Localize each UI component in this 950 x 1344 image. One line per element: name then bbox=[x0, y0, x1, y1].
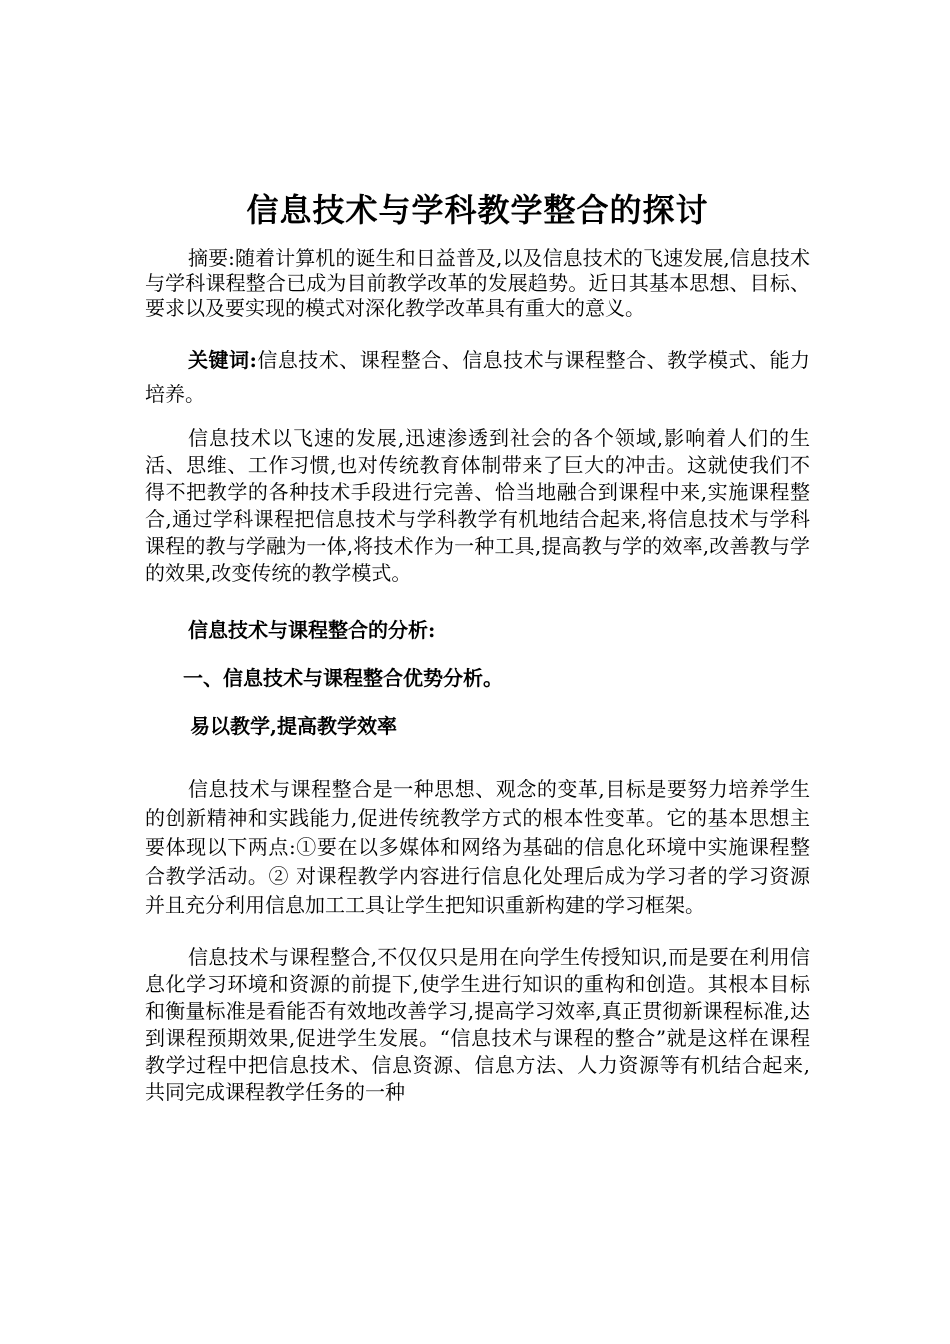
section-heading-one: 一、信息技术与课程整合优势分析。 bbox=[183, 666, 503, 690]
document-title: 信息技术与学科教学整合的探讨 bbox=[246, 191, 709, 229]
keywords-text: 信息技术、课程整合、信息技术与课程整合、教学模式、能力培养。 bbox=[145, 348, 810, 406]
section-heading-analysis: 信息技术与课程整合的分析: bbox=[188, 618, 436, 642]
document-page bbox=[145, 188, 810, 1106]
abstract-paragraph: 摘要:随着计算机的诞生和日益普及,以及信息技术的飞速发展,信息技术与学科课程整合已成为目前教学改革的发展趋势。近日其基本思想、目标、要求以及要实现的模式对深化教学改革具有重大的意义。 bbox=[145, 246, 810, 320]
body-paragraph-3: 信息技术与课程整合,不仅仅只是用在向学生传授知识,而是要在利用信息化学习环境和资源的前提下,使学生进行知识的重构和创造。其根本目标和衡量标准是看能否有效地改善学习,提高学习效率,真正贯彻新课程标准,达到课程预期效果,促进学生发展。“信息技术与课程的整合”就是这样在课程教学过程中把信息技术、信息资源、信息方法、人力资源等有机结合起来,共同完成课程教学任务的一种 bbox=[145, 945, 810, 1104]
keywords-paragraph bbox=[145, 343, 810, 411]
body-paragraph-2: 信息技术与课程整合是一种思想、观念的变革,目标是要努力培养学生的创新精神和实践能力,促进传统教学方式的根本性变革。它的基本思想主要体现以下两点:①要在以多媒体和网络为基础的信息化环境中实施课程整合教学活动。② 对课程教学内容进行信息化处理后成为学习者的学习资源并且充分利用信息加工工具让学生把知识重新构建的学习框架。 bbox=[145, 777, 810, 917]
body-paragraph-1: 信息技术以飞速的发展,迅速渗透到社会的各个领域,影响着人们的生活、思维、工作习惯,也对传统教育体制带来了巨大的冲击。这就使我们不得不把教学的各种技术手段进行完善、恰当地融合到课程中来,实施课程整合,通过学科课程把信息技术与学科教学有机地结合起来,将信息技术与学科课程的教与学融为一体,将技术作为一种工具,提高教与学的效率,改善教与学的效果,改变传统的教学模式。 bbox=[145, 426, 810, 585]
keywords-label: 关键词: bbox=[188, 348, 257, 372]
subsection-heading-easy-teaching: 易以教学,提高教学效率 bbox=[190, 714, 397, 738]
